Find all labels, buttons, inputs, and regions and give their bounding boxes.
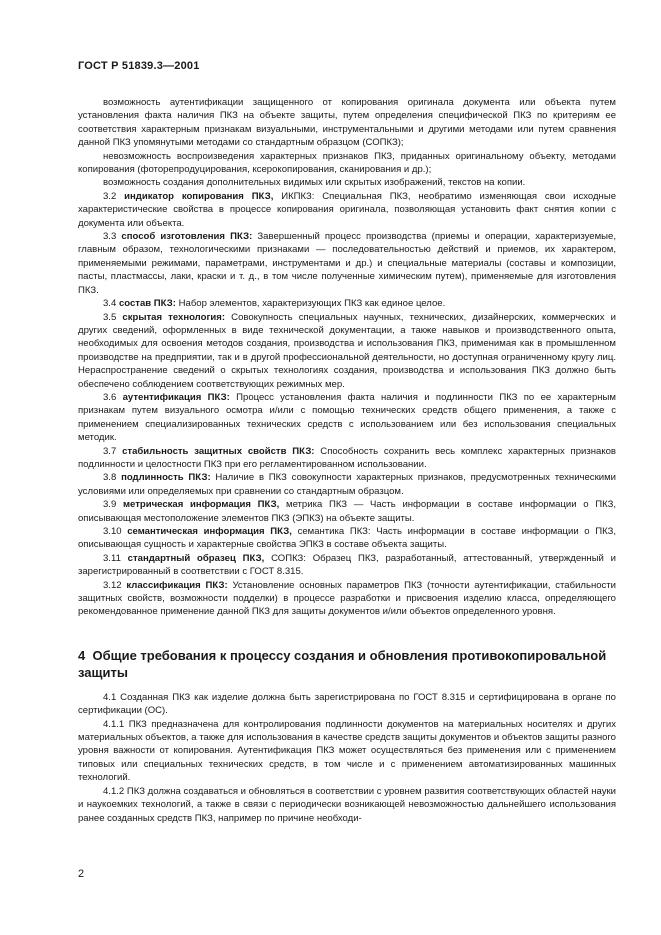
term-definition: [78, 471, 616, 498]
clause-number: 4.1: [103, 691, 117, 703]
term-text: Завершенный процесс производства (приемы и операции, характеризуемые, главным образом, технологическими признаками — последовательностью действий и приемов, их характером, применяемыми режимами, параметрами, инструментами и др.) и специальные материалы (составы и композиции, пасты, пластмассы, лаки, краски и т. д., в том числе полученные химическим путем), применяемые для изготовления ПКЗ.: [78, 231, 616, 296]
term-definition: [78, 297, 616, 310]
term-text: Наличие в ПКЗ совокупности характерных признаков, предусмотренных техническими условиями или определяемых при сравнении со стандартным образцом.: [78, 472, 616, 497]
clause-text: Созданная ПКЗ как изделие должна быть зарегистрирована по ГОСТ 8.315 и сертифицирована в органе по сертификации (ОС).: [78, 691, 616, 717]
term-text: Совокупность специальных научных, технических, дизайнерских, коммерческих и других сведений, оформленных в виде технической документации, а также навыков и производственного опыта, необходимых для освоения методов создания, производства и использования ПКЗ, применимая как в промышленном производстве на предприятии, так и в другой профессиональной деятельности, но доступная ограниченному кругу лиц. Нераспространение сведений о скрытых технологиях создания, производства и использования ПКЗ должно быть обеспечено соблюдением соответствующих режимных мер.: [78, 311, 616, 390]
term-name: состав ПКЗ:: [118, 298, 176, 310]
term-text: метрика ПКЗ — Часть информации в составе информации о ПКЗ, описывающая местоположение элементов ПКЗ (ЭПКЗ) на объекте защиты.: [78, 499, 616, 524]
term-definition: [78, 391, 616, 445]
paragraph: возможность создания дополнительных видимых или скрытых изображений, текстов на копии.: [103, 177, 526, 189]
term-definition: [78, 190, 616, 230]
clause: [78, 691, 616, 718]
term-number: 3.7: [103, 445, 117, 457]
paragraph: возможность аутентификации защищенного от копирования оригинала документа или объекта путем установления факта наличия ПКЗ на объекте защиты, путем определения специфической ПКЗ по критериям ее соответствия характерным признакам визуальными, инструментальными и другими методами или путем сравнения данной ПКЗ упомянутыми методами со стандартным образцом (СОПКЗ);: [78, 97, 616, 149]
term-name: индикатор копирования ПКЗ,: [124, 190, 274, 202]
clause-text: ПКЗ предназначена для контролирования подлинности документов на материальных носителях и других материальных объектов, а также для использования в качестве средств защиты документов и объектов защиты разного уровня важности от копирования. Аутентификация ПКЗ может осуществляться без применения или с применением типовых или специальных технических средств, в том числе и с применением автоматизированных машинных технологий.: [78, 718, 616, 784]
clause: [78, 718, 616, 785]
clause-number: 4.1.2: [103, 785, 125, 797]
term-name: семантическая информация ПКЗ,: [127, 526, 292, 537]
term-number: 3.12: [103, 579, 122, 591]
document-body: [78, 96, 616, 825]
term-name: подлинность ПКЗ:: [121, 472, 211, 484]
term-text: Способность сохранить весь комплекс характерных признаков подлинности и целостности ПКЗ при его регламентированном использовании.: [78, 445, 616, 470]
term-name: стандартный образец ПКЗ,: [127, 552, 265, 564]
term-number: 3.3: [103, 231, 117, 243]
section-title: Общие требования к процессу создания и обновления противокопировальной защиты: [78, 647, 607, 680]
paragraph: невозможность воспроизведения характерных признаков ПКЗ, приданных оригинальному объекту, методами копирования (фоторепродуцирования, ксерокопирования, сканирования и др.);: [78, 150, 616, 176]
term-text: Установление основных параметров ПКЗ (точности аутентификации, стабильности защитных свойств, возможности подделки) в процессе разработки и присвоения изделию класса, определяющего рекомендованное применение данной ПКЗ для защиты документов и/или объектов определенного уровня.: [78, 579, 617, 618]
term-text: семантика ПКЗ: Часть информации в составе информации о ПКЗ, описывающая сущность и характерные свойства ЭПКЗ в составе объекта защиты.: [78, 526, 616, 551]
term-text: ИКПКЗ: Специальная ПКЗ, необратимо изменяющая свои исходные характеристические свойства в процессе копирования оригинала, позволяющая установить факт снятия копии с документа или объекта.: [78, 190, 617, 229]
term-definition: [78, 230, 616, 297]
term-number: 3.6: [103, 391, 117, 403]
clause: [78, 785, 616, 825]
term-definition: [78, 579, 616, 619]
section-number: 4: [78, 647, 86, 663]
term-name: способ изготовления ПКЗ:: [121, 231, 253, 243]
clause-text: ПКЗ должна создаваться и обновляться в соответствии с уровнем развития соответствующих областей науки и наукоемких технологий, а также в связи с периодически возникающей невозможностью дальнейшего использования ранее созданных средств ПКЗ, например по причине необходи-: [78, 785, 616, 824]
term-number: 3.8: [103, 472, 117, 484]
term-number: 3.9: [103, 499, 117, 511]
term-name: метрическая информация ПКЗ,: [122, 499, 280, 511]
term-name: скрытая технология:: [122, 311, 226, 323]
term-number: 3.4: [103, 298, 117, 310]
term-text: Процесс установления факта наличия и подлинности ПКЗ по ее характерным признакам путем визуального осмотра и/или с помощью технических средств общего применения, а также с применением специализированных технических средств с использованием или без использования специальных методик.: [78, 391, 616, 444]
term-name: стабильность защитных свойств ПКЗ:: [122, 445, 315, 457]
term-number: 3.5: [103, 311, 117, 323]
term-definition: [78, 498, 616, 525]
term-definition: [78, 445, 616, 472]
clause-number: 4.1.1: [103, 718, 125, 730]
term-name: классификация ПКЗ:: [126, 579, 228, 591]
document-header: ГОСТ Р 51839.3—2001: [78, 60, 200, 72]
term-definition: [78, 525, 616, 552]
term-number: 3.2: [103, 190, 117, 202]
term-text: Набор элементов, характеризующих ПКЗ как единое целое.: [175, 298, 446, 310]
term-definition: [78, 552, 616, 579]
term-text: СОПКЗ: Образец ПКЗ, разработанный, аттестованный, утвержденный и зарегистрированный в соответствии с ГОСТ 8.315.: [78, 552, 617, 578]
page-number: 2: [78, 868, 85, 880]
term-definition: [78, 311, 616, 391]
term-number: 3.10: [103, 526, 122, 537]
section-heading: [78, 647, 616, 681]
term-number: 3.11: [103, 552, 121, 564]
term-name: аутентификация ПКЗ:: [122, 391, 230, 403]
